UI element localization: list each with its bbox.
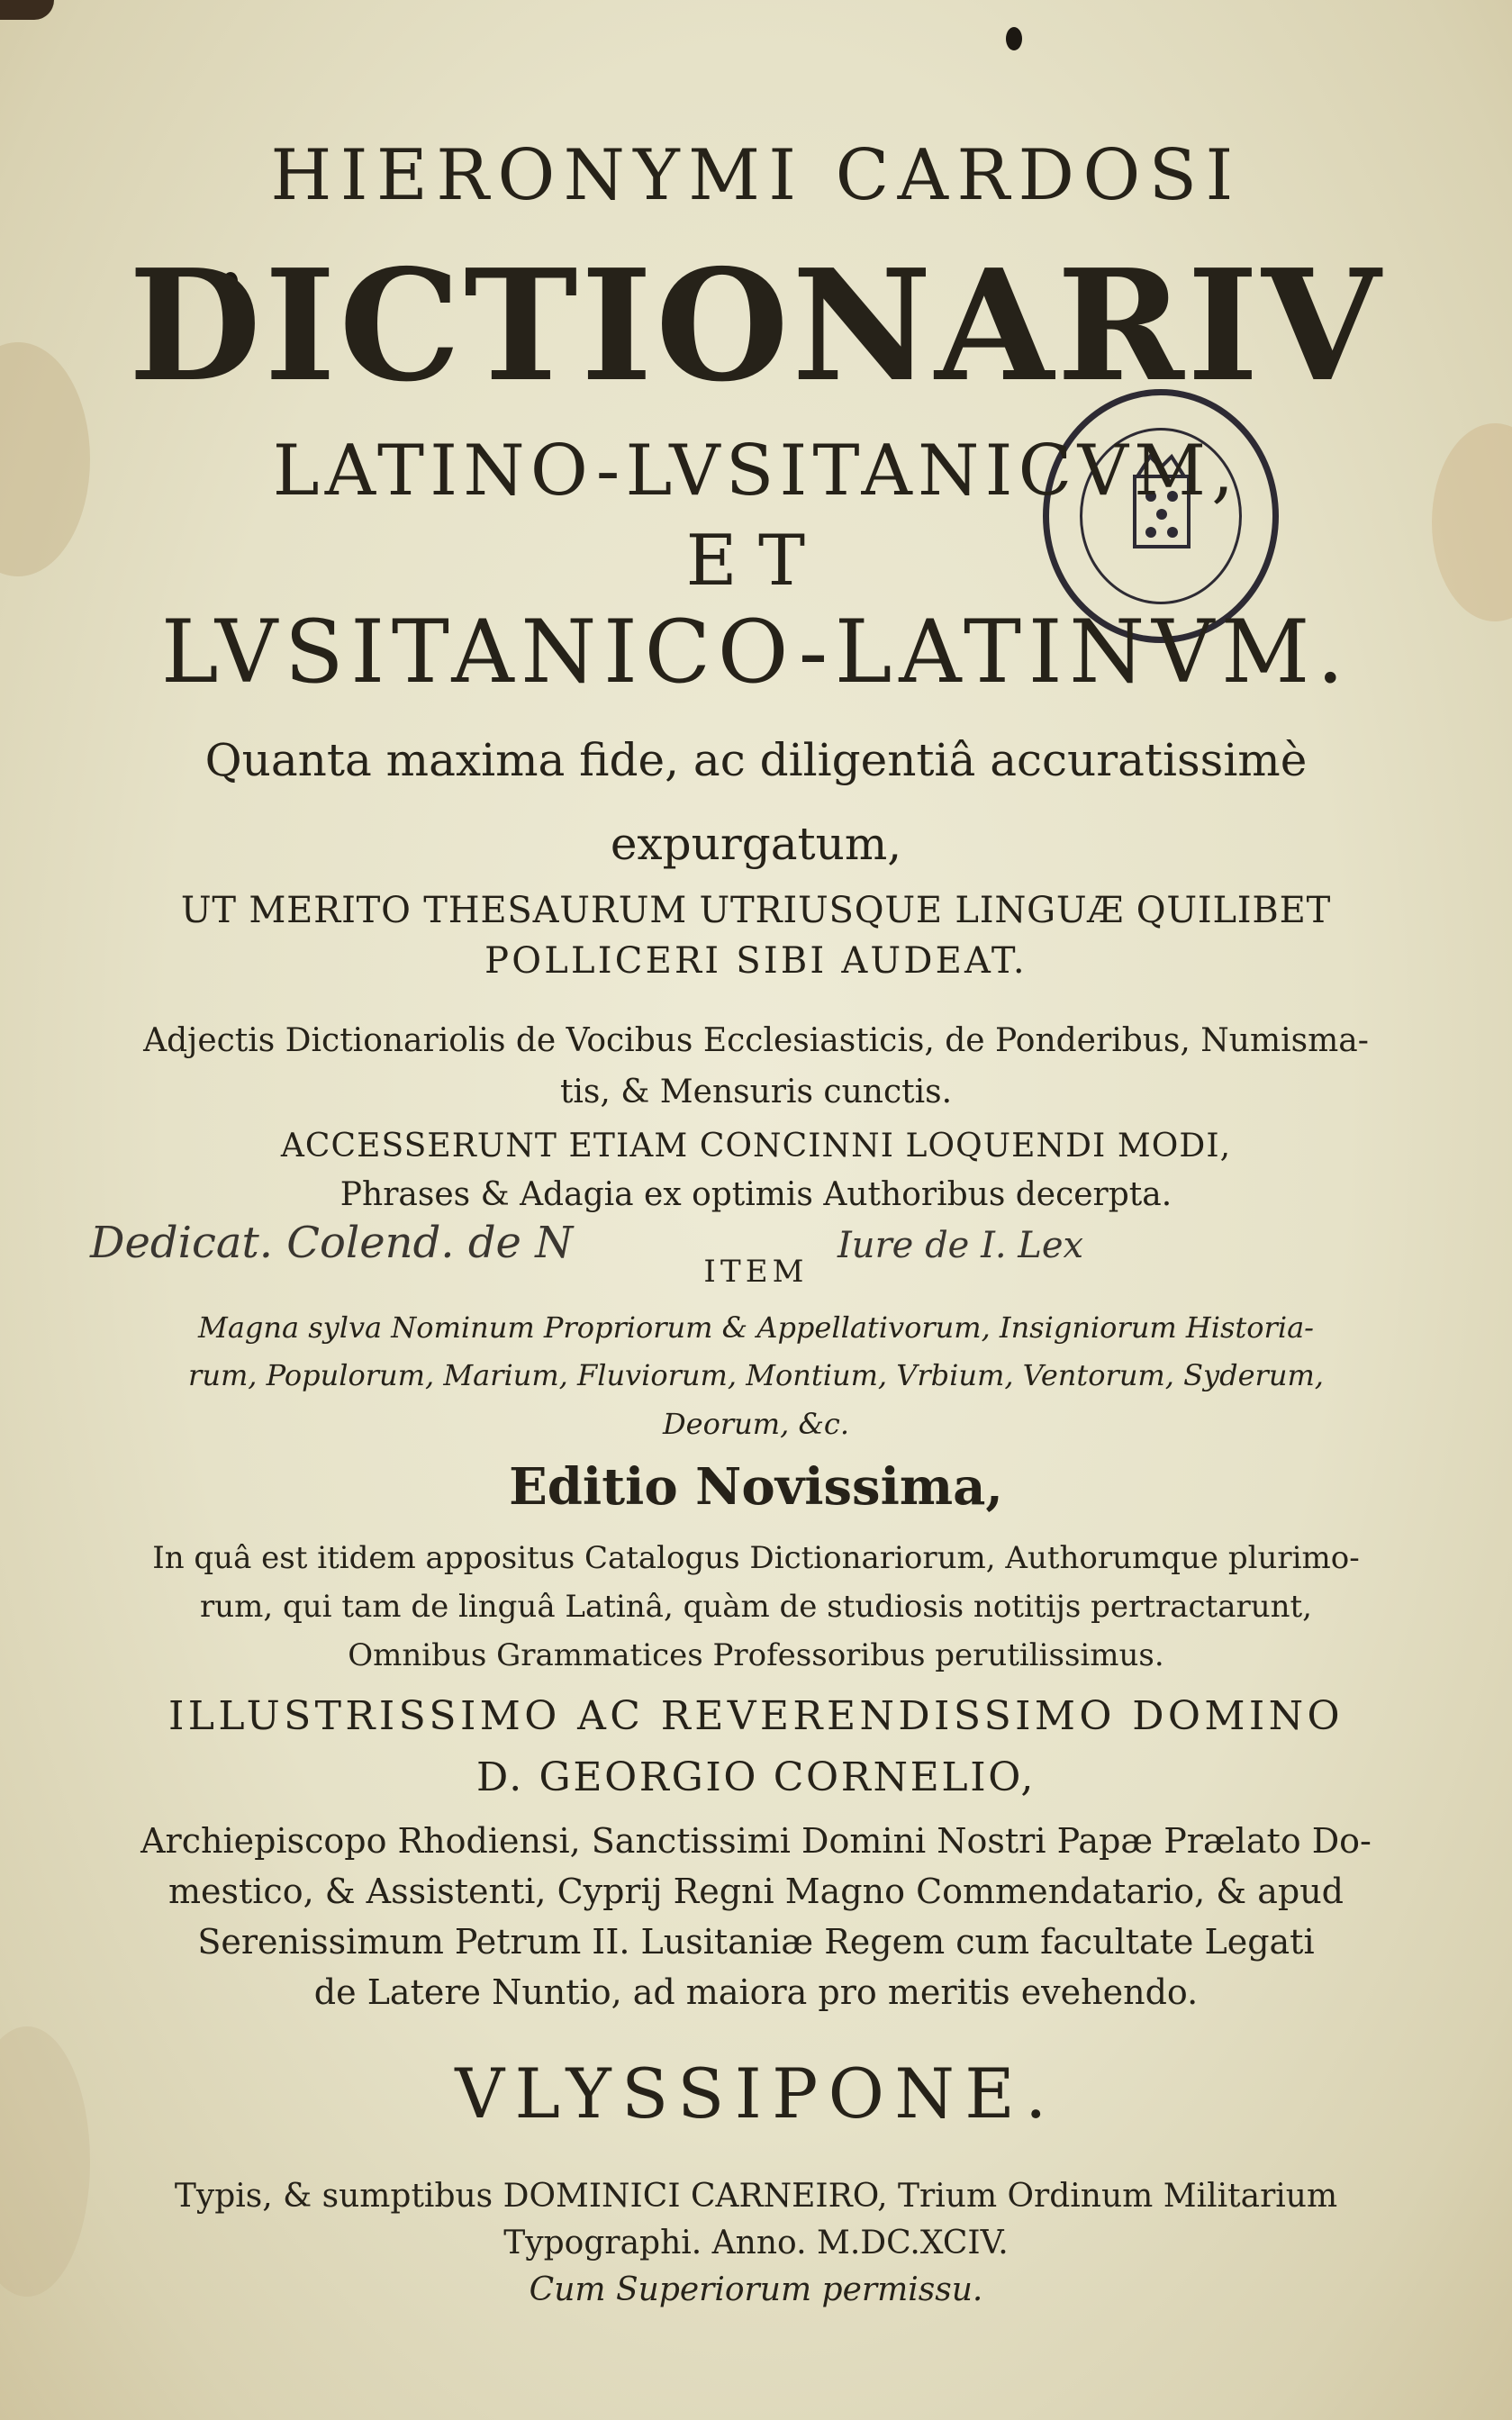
magna-line: Deorum, &c. <box>662 1407 850 1441</box>
magna-line: rum, Populorum, Marium, Fluviorum, Montium, Vrbium, Ventorum, Syderum, <box>188 1358 1324 1392</box>
main-title: DICTIONARIV <box>128 236 1384 416</box>
subtitle-latino-lusitanicum: LATINO-LVSITANICVM, <box>272 431 1240 512</box>
subtitle-et: ET <box>685 521 827 602</box>
subtitle-lusitanico-latinum: LVSITANICO-LATINVM. <box>160 602 1352 702</box>
description-line: expurgatum, <box>610 818 902 870</box>
imprint-line: Typographi. Anno. M.DC.XCIV. <box>503 2225 1009 2261</box>
editio-line: Editio Novissima, <box>509 1457 1003 1517</box>
accesserunt-line: ACCESSERUNT ETIAM CONCINNI LOQUENDI MODI, <box>280 1128 1232 1165</box>
imprint-line: Cum Superiorum permissu. <box>529 2271 983 2308</box>
handwritten-note-right: Iure de I. Lex <box>837 1225 1084 1266</box>
inqua-line: rum, qui tam de linguâ Latinâ, quàm de studiosis notitijs pertractarunt, <box>199 1589 1312 1625</box>
archiepiscopo-line: de Latere Nuntio, ad maiora pro meritis evehendo. <box>313 1972 1199 2012</box>
archiepiscopo-line: Serenissimum Petrum II. Lusitaniæ Regem cum facultate Legati <box>197 1922 1315 1962</box>
archiepiscopo-line: mestico, & Assistenti, Cyprij Regni Magno Commendatario, & apud <box>167 1872 1344 1911</box>
imprint-line: Typis, & sumptibus DOMINICI CARNEIRO, Trium Ordinum Militarium <box>174 2178 1338 2215</box>
item-heading: ITEM <box>703 1254 809 1290</box>
adjectis-line: tis, & Mensuris cunctis. <box>559 1074 953 1110</box>
handwritten-note-left: Dedicat. Colend. de N <box>90 1218 574 1268</box>
accesserunt-line: Phrases & Adagia ex optimis Authoribus decerpta. <box>340 1176 1172 1213</box>
description-line: Quanta maxima fide, ac diligentiâ accuratissimè <box>204 734 1308 786</box>
dedication-line: ILLUSTRISSIMO AC REVERENDISSIMO DOMINO <box>167 1693 1345 1739</box>
worm-hole <box>1006 27 1022 50</box>
archiepiscopo-line: Archiepiscopo Rhodiensi, Sanctissimi Domini Nostri Papæ Prælato Do- <box>140 1821 1372 1861</box>
description-line: UT MERITO THESAURUM UTRIUSQUE LINGUÆ QUILIBET <box>180 890 1332 931</box>
description-line: POLLICERI SIBI AUDEAT. <box>484 940 1028 982</box>
magna-line: Magna sylva Nominum Propriorum & Appellativorum, Insigniorum Historia- <box>198 1310 1314 1345</box>
dedication-line: D. GEORGIO CORNELIO, <box>475 1754 1037 1800</box>
inqua-line: In quâ est itidem appositus Catalogus Dictionariorum, Authorumque plurimo- <box>152 1540 1360 1576</box>
author-line: HIERONYMI CARDOSI <box>270 135 1242 216</box>
city-line: VLYSSIPONE. <box>455 2053 1057 2134</box>
inqua-line: Omnibus Grammatices Professoribus perutilissimus. <box>348 1637 1164 1673</box>
adjectis-line: Adjectis Dictionariolis de Vocibus Ecclesiasticis, de Ponderibus, Numisma- <box>143 1022 1369 1059</box>
worm-hole <box>0 0 54 20</box>
